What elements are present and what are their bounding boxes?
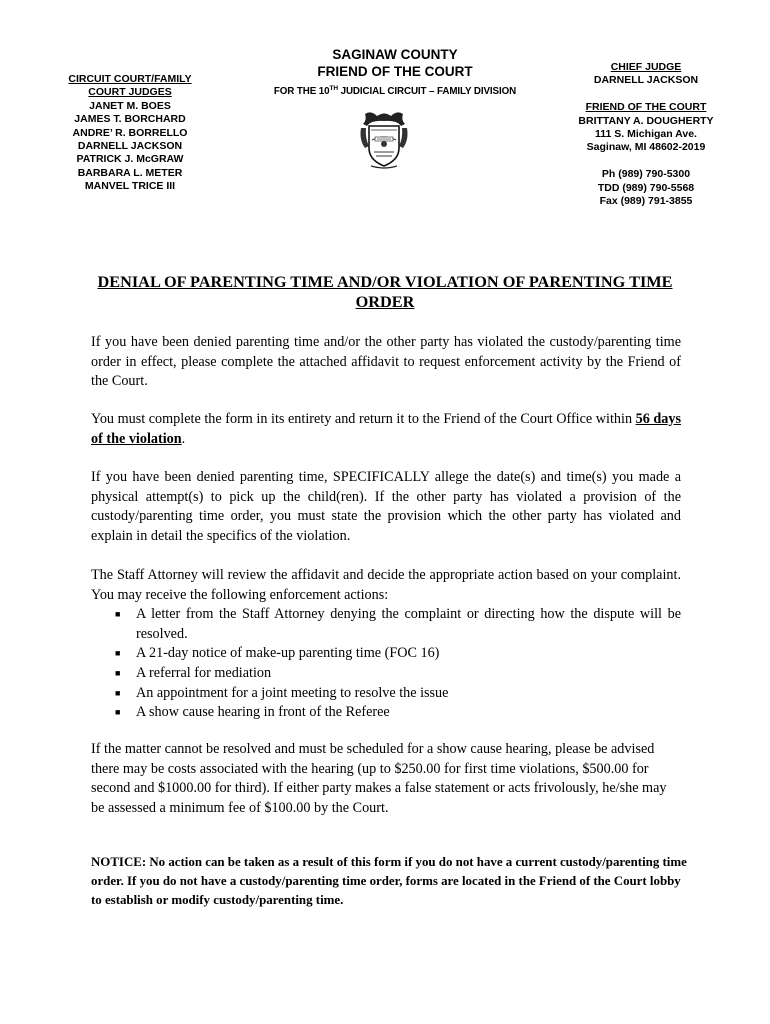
michigan-seal-icon: [357, 110, 411, 170]
enforcement-intro: The Staff Attorney will review the affidavit and decide the appropriate action based on your complaint. You may receive the following enforcement actions:: [91, 567, 681, 603]
tdd-number: TDD (989) 790-5568: [597, 181, 695, 194]
judge-name: MANVEL TRICE III: [84, 180, 176, 193]
address-line: 111 S. Michigan Ave.: [595, 128, 697, 141]
paragraph-specifics: If you have been denied parenting time, SPECIFICALLY allege the date(s) and time(s) you made a physical attempt(s) to pick up the child(ren). If the other party has violated a provision of the custody/parenting time order, you must state the provision which the other party has violated and explain in detail the specifics of the violation.: [91, 469, 681, 544]
list-item: ■ A show cause hearing in front of the Referee: [91, 703, 681, 723]
contact-column: [570, 61, 722, 208]
paragraph-enforcement: [91, 566, 681, 723]
judges-column: [55, 73, 205, 194]
foc-name: BRITTANY A. DOUGHERTY: [578, 114, 714, 127]
judge-name: DARNELL JACKSON: [77, 140, 183, 153]
judges-heading-line1: CIRCUIT COURT/FAMILY: [68, 73, 192, 85]
paragraph-deadline: You must complete the form in its entirety and return it to the Friend of the Court Office within 56 days of the violation.: [91, 411, 681, 447]
judge-name: PATRICK J. McGRAW: [76, 153, 184, 166]
list-item: ■ An appointment for a joint meeting to resolve the issue: [91, 684, 681, 704]
document-title: DENIAL OF PARENTING TIME AND/OR VIOLATION OF PARENTING TIME ORDER: [97, 272, 673, 311]
enforcement-actions-list: [91, 605, 681, 723]
letterhead-center: [250, 46, 540, 98]
judge-name: JAMES T. BORCHARD: [74, 113, 186, 126]
judge-name: BARBARA L. METER: [77, 166, 183, 179]
phone-number: Ph (989) 790-5300: [601, 168, 691, 181]
county-name: SAGINAW COUNTY: [332, 47, 458, 62]
address-line: Saginaw, MI 48602-2019: [586, 141, 706, 154]
bullet-icon: ■: [115, 667, 121, 678]
list-item: ■ A letter from the Staff Attorney denying the complaint or directing how the dispute will be resolved.: [115, 606, 681, 642]
judges-heading-line2: COURT JUDGES: [88, 86, 172, 99]
fax-number: Fax (989) 791-3855: [599, 195, 693, 208]
bullet-icon: ■: [115, 687, 121, 698]
foc-heading: FRIEND OF THE COURT: [585, 101, 707, 114]
judge-name: ANDRE’ R. BORRELLO: [72, 126, 188, 139]
office-name: FRIEND OF THE COURT: [317, 64, 473, 79]
paragraph-intro: If you have been denied parenting time and/or the other party has violated the custody/parenting time order in effect, please complete the attached affidavit to request enforcement activity by the Friend of the Court.: [91, 334, 681, 390]
circuit-line: FOR THE 10TH JUDICIAL CIRCUIT – FAMILY DIVISION: [273, 85, 517, 97]
bullet-icon: ■: [115, 609, 121, 620]
list-item: ■ A 21-day notice of make-up parenting time (FOC 16): [91, 644, 681, 664]
bullet-icon: ■: [115, 648, 121, 659]
bullet-icon: ■: [115, 707, 121, 718]
notice-text: NOTICE: No action can be taken as a result of this form if you do not have a current custody/parenting time order. If you do not have a custody/parenting time order, forms are located in the Friend of the Court lobby to establish or modify custody/parenting time.: [91, 855, 687, 908]
deadline-emphasis: 56 days of the violation: [91, 411, 681, 447]
paragraph-costs: If the matter cannot be resolved and must be scheduled for a show cause hearing, please be advised there may be costs associated with the hearing (up to $250.00 for first time violations, $500.00 for second and $1000.00 for third). If either party makes a false statement or acts frivolously, he/she may be assessed a minimum fee of $100.00 by the Court.: [91, 741, 667, 816]
judge-name: JANET M. BOES: [89, 99, 171, 112]
chief-judge-heading: CHIEF JUDGE: [610, 61, 682, 73]
chief-judge-name: DARNELL JACKSON: [593, 74, 699, 87]
list-item: ■ A referral for mediation: [91, 664, 681, 684]
